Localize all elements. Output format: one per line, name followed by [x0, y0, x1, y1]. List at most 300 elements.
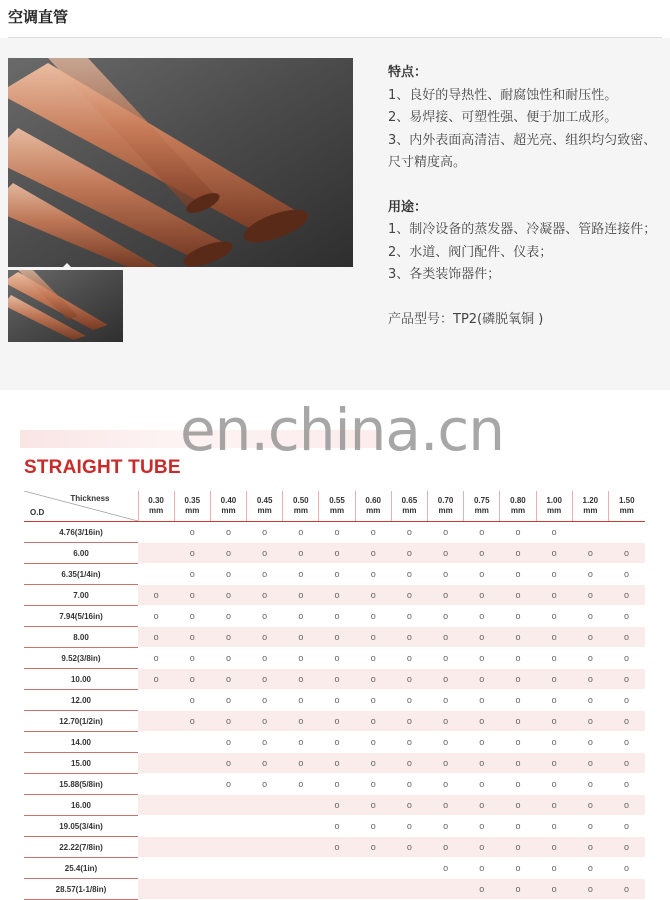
thickness-unit: mm — [438, 506, 453, 515]
availability-cell: o — [428, 837, 464, 858]
availability-cell: o — [319, 816, 355, 837]
availability-cell: o — [283, 753, 319, 774]
od-label: O.D — [30, 508, 45, 517]
availability-cell: o — [391, 627, 427, 648]
availability-cell: o — [319, 648, 355, 669]
availability-cell — [138, 837, 174, 858]
availability-cell — [247, 837, 283, 858]
availability-cell: o — [428, 543, 464, 564]
availability-cell: o — [174, 627, 210, 648]
availability-cell — [174, 753, 210, 774]
availability-cell — [138, 564, 174, 585]
od-cell: 28.57(1-1/8in) — [24, 879, 138, 900]
availability-cell: o — [391, 648, 427, 669]
availability-cell — [138, 753, 174, 774]
table-row — [24, 564, 645, 585]
availability-cell: o — [210, 774, 246, 795]
thickness-value: 0.60 — [365, 496, 381, 505]
availability-cell — [138, 732, 174, 753]
availability-cell: o — [247, 669, 283, 690]
availability-cell: o — [247, 543, 283, 564]
availability-cell — [174, 837, 210, 858]
availability-cell: o — [500, 753, 536, 774]
availability-cell: o — [464, 522, 500, 543]
availability-cell: o — [138, 606, 174, 627]
availability-cell: o — [355, 627, 391, 648]
availability-cell: o — [464, 837, 500, 858]
availability-cell: o — [210, 606, 246, 627]
thickness-value: 0.70 — [437, 496, 454, 505]
thickness-unit: mm — [402, 506, 417, 515]
availability-cell: o — [283, 627, 319, 648]
availability-cell — [174, 732, 210, 753]
thickness-value: 0.30 — [148, 496, 164, 505]
thickness-header — [464, 491, 500, 522]
availability-cell: o — [210, 669, 246, 690]
availability-cell: o — [174, 606, 210, 627]
availability-cell: o — [391, 816, 427, 837]
availability-cell: o — [138, 648, 174, 669]
availability-cell: o — [138, 627, 174, 648]
table-row — [24, 774, 645, 795]
od-cell: 14.00 — [24, 732, 138, 753]
availability-cell: o — [572, 837, 608, 858]
availability-cell — [283, 795, 319, 816]
availability-cell — [428, 879, 464, 900]
availability-cell: o — [355, 837, 391, 858]
availability-cell — [391, 858, 427, 879]
availability-cell: o — [464, 543, 500, 564]
availability-cell: o — [174, 648, 210, 669]
availability-cell: o — [319, 690, 355, 711]
thickness-unit: mm — [474, 506, 489, 515]
od-cell: 10.00 — [24, 669, 138, 690]
thickness-value: 0.80 — [510, 496, 526, 505]
feature-item: 3、内外表面高清洁、超光亮、组织均匀致密、尺寸精度高。 — [388, 132, 657, 170]
od-cell: 12.00 — [24, 690, 138, 711]
thickness-unit: mm — [510, 506, 526, 515]
availability-cell: o — [319, 669, 355, 690]
thickness-value: 0.65 — [401, 496, 418, 505]
availability-cell: o — [608, 837, 644, 858]
availability-cell: o — [536, 711, 572, 732]
availability-cell: o — [500, 564, 536, 585]
od-cell: 12.70(1/2in) — [24, 711, 138, 732]
availability-cell: o — [174, 543, 210, 564]
availability-cell: o — [391, 753, 427, 774]
od-cell: 4.76(3/16in) — [24, 522, 138, 543]
thickness-header — [500, 491, 536, 522]
availability-cell — [391, 879, 427, 900]
availability-cell: o — [283, 543, 319, 564]
availability-cell: o — [608, 606, 644, 627]
availability-cell: o — [355, 795, 391, 816]
thickness-unit: mm — [293, 506, 308, 515]
availability-cell: o — [428, 564, 464, 585]
availability-cell — [319, 858, 355, 879]
availability-cell — [210, 879, 246, 900]
availability-cell: o — [500, 732, 536, 753]
availability-cell: o — [319, 606, 355, 627]
availability-cell: o — [355, 774, 391, 795]
od-cell: 7.00 — [24, 585, 138, 606]
availability-cell: o — [247, 732, 283, 753]
availability-cell: o — [464, 606, 500, 627]
table-row — [24, 669, 645, 690]
product-description — [388, 62, 658, 331]
thickness-header — [536, 491, 572, 522]
thumbnail-image[interactable] — [8, 270, 123, 342]
availability-cell: o — [536, 858, 572, 879]
availability-cell — [174, 795, 210, 816]
availability-cell: o — [464, 858, 500, 879]
availability-cell: o — [572, 543, 608, 564]
availability-cell: o — [536, 543, 572, 564]
thickness-unit: mm — [257, 506, 272, 515]
availability-cell: o — [500, 774, 536, 795]
availability-cell: o — [428, 711, 464, 732]
availability-cell: o — [210, 585, 246, 606]
availability-cell: o — [283, 585, 319, 606]
availability-cell: o — [536, 585, 572, 606]
thickness-header — [572, 491, 608, 522]
availability-cell — [138, 795, 174, 816]
availability-cell — [174, 816, 210, 837]
availability-cell: o — [500, 669, 536, 690]
thickness-unit: mm — [583, 506, 598, 515]
availability-cell: o — [500, 795, 536, 816]
use-item: 3、各类装饰器件； — [388, 267, 501, 282]
availability-cell: o — [608, 858, 644, 879]
use-item: 2、水道、阀门配件、仪表； — [388, 244, 553, 260]
availability-cell: o — [572, 585, 608, 606]
thickness-value: 1.20 — [582, 496, 599, 505]
availability-cell — [138, 522, 174, 543]
table-row — [24, 522, 645, 543]
availability-cell: o — [428, 858, 464, 879]
availability-cell: o — [572, 564, 608, 585]
availability-cell: o — [247, 564, 283, 585]
availability-cell: o — [428, 627, 464, 648]
availability-cell: o — [391, 543, 427, 564]
thickness-value: 0.75 — [473, 496, 490, 505]
table-row — [24, 732, 645, 753]
availability-cell: o — [428, 669, 464, 690]
table-row — [24, 627, 645, 648]
availability-cell: o — [391, 774, 427, 795]
availability-cell: o — [536, 606, 572, 627]
availability-cell: o — [536, 879, 572, 900]
availability-cell: o — [319, 627, 355, 648]
availability-cell: o — [428, 774, 464, 795]
product-panel — [0, 38, 670, 390]
availability-cell: o — [464, 732, 500, 753]
table-row — [24, 858, 645, 879]
availability-cell: o — [391, 837, 427, 858]
availability-cell: o — [608, 564, 644, 585]
availability-cell: o — [355, 648, 391, 669]
availability-cell: o — [247, 627, 283, 648]
availability-cell — [572, 522, 608, 543]
availability-cell: o — [391, 564, 427, 585]
availability-cell — [138, 816, 174, 837]
availability-cell: o — [572, 711, 608, 732]
spec-section — [0, 396, 670, 894]
availability-cell: o — [247, 753, 283, 774]
od-cell: 22.22(7/8in) — [24, 837, 138, 858]
availability-cell: o — [500, 585, 536, 606]
thickness-header — [355, 491, 391, 522]
availability-cell: o — [572, 816, 608, 837]
availability-cell: o — [174, 669, 210, 690]
availability-cell — [283, 879, 319, 900]
use-item: 1、制冷设备的蒸发器、冷凝器、管路连接件； — [388, 222, 657, 237]
availability-cell: o — [464, 690, 500, 711]
availability-cell: o — [428, 522, 464, 543]
thickness-value: 0.50 — [293, 496, 309, 505]
availability-cell: o — [536, 837, 572, 858]
availability-cell: o — [536, 669, 572, 690]
availability-cell: o — [608, 690, 644, 711]
table-row — [24, 543, 645, 564]
availability-cell: o — [536, 564, 572, 585]
availability-cell: o — [283, 690, 319, 711]
availability-cell: o — [464, 753, 500, 774]
availability-cell: o — [572, 774, 608, 795]
availability-cell: o — [138, 585, 174, 606]
thickness-value: 1.00 — [546, 496, 562, 505]
availability-cell: o — [428, 753, 464, 774]
availability-cell: o — [319, 543, 355, 564]
thickness-header — [319, 491, 355, 522]
availability-cell: o — [283, 774, 319, 795]
availability-cell: o — [500, 858, 536, 879]
availability-cell: o — [319, 522, 355, 543]
availability-cell — [210, 795, 246, 816]
availability-cell: o — [608, 879, 644, 900]
availability-cell: o — [572, 690, 608, 711]
availability-cell: o — [174, 711, 210, 732]
table-row — [24, 648, 645, 669]
availability-cell: o — [210, 648, 246, 669]
availability-cell: o — [608, 732, 644, 753]
availability-cell: o — [355, 732, 391, 753]
availability-cell — [138, 774, 174, 795]
availability-cell — [283, 837, 319, 858]
availability-cell: o — [391, 732, 427, 753]
availability-cell: o — [608, 543, 644, 564]
availability-cell: o — [355, 543, 391, 564]
thickness-header — [428, 491, 464, 522]
availability-cell: o — [464, 564, 500, 585]
availability-cell: o — [391, 606, 427, 627]
table-row — [24, 585, 645, 606]
thickness-header — [247, 491, 283, 522]
availability-cell: o — [355, 690, 391, 711]
main-product-image[interactable] — [8, 58, 353, 267]
availability-cell: o — [500, 543, 536, 564]
page-title: 空调直管 — [8, 8, 69, 26]
availability-cell: o — [355, 711, 391, 732]
availability-cell: o — [283, 606, 319, 627]
availability-cell: o — [464, 795, 500, 816]
availability-cell: o — [572, 606, 608, 627]
availability-cell: o — [319, 795, 355, 816]
availability-cell — [138, 690, 174, 711]
availability-cell: o — [247, 606, 283, 627]
availability-cell: o — [500, 879, 536, 900]
availability-cell: o — [210, 522, 246, 543]
availability-cell — [608, 522, 644, 543]
availability-cell — [210, 816, 246, 837]
availability-cell — [319, 879, 355, 900]
availability-cell: o — [247, 522, 283, 543]
thickness-unit: mm — [329, 506, 345, 515]
availability-cell: o — [283, 648, 319, 669]
feature-item: 2、易焊接、可塑性强、便于加工成形。 — [388, 110, 618, 125]
od-cell: 7.94(5/16in) — [24, 606, 138, 627]
availability-cell: o — [247, 648, 283, 669]
od-cell: 19.05(3/4in) — [24, 816, 138, 837]
watermark: en.china.cn — [180, 396, 505, 464]
availability-cell: o — [283, 564, 319, 585]
availability-cell: o — [247, 585, 283, 606]
availability-cell: o — [536, 627, 572, 648]
thumbnail-pointer — [60, 263, 74, 270]
availability-cell: o — [608, 627, 644, 648]
availability-cell: o — [355, 585, 391, 606]
od-cell: 15.00 — [24, 753, 138, 774]
table-row — [24, 711, 645, 732]
availability-cell: o — [319, 774, 355, 795]
availability-cell: o — [536, 774, 572, 795]
availability-cell: o — [391, 795, 427, 816]
availability-cell: o — [355, 753, 391, 774]
od-cell: 16.00 — [24, 795, 138, 816]
thickness-label: Thickness — [70, 494, 110, 503]
thickness-header — [138, 491, 174, 522]
thickness-unit: mm — [221, 506, 236, 515]
product-model: 产品型号：TP2(磷脱氧铜 ) — [388, 311, 544, 327]
thickness-header — [174, 491, 210, 522]
availability-cell: o — [283, 669, 319, 690]
header-corner — [24, 491, 138, 522]
availability-cell: o — [355, 522, 391, 543]
availability-cell: o — [319, 711, 355, 732]
thickness-header — [210, 491, 246, 522]
thickness-value: 0.45 — [256, 496, 273, 505]
availability-cell: o — [608, 816, 644, 837]
availability-cell: o — [283, 522, 319, 543]
thickness-header — [391, 491, 427, 522]
table-row — [24, 879, 645, 900]
availability-cell: o — [174, 690, 210, 711]
od-cell: 9.52(3/8in) — [24, 648, 138, 669]
availability-cell — [138, 543, 174, 564]
availability-cell — [138, 858, 174, 879]
availability-cell: o — [174, 585, 210, 606]
availability-cell — [283, 858, 319, 879]
availability-cell: o — [500, 690, 536, 711]
availability-cell: o — [536, 795, 572, 816]
availability-cell — [355, 858, 391, 879]
availability-cell: o — [391, 669, 427, 690]
availability-cell: o — [464, 711, 500, 732]
availability-cell: o — [500, 627, 536, 648]
availability-cell: o — [500, 606, 536, 627]
availability-cell: o — [608, 711, 644, 732]
availability-cell: o — [428, 795, 464, 816]
thickness-value: 0.40 — [220, 496, 237, 505]
availability-cell: o — [464, 669, 500, 690]
availability-cell: o — [536, 522, 572, 543]
availability-cell: o — [500, 816, 536, 837]
availability-cell — [174, 858, 210, 879]
availability-cell: o — [283, 711, 319, 732]
availability-cell: o — [283, 732, 319, 753]
availability-cell: o — [428, 816, 464, 837]
availability-cell — [138, 711, 174, 732]
availability-cell: o — [355, 669, 391, 690]
availability-cell: o — [210, 753, 246, 774]
availability-cell: o — [536, 648, 572, 669]
availability-cell: o — [428, 606, 464, 627]
thickness-header — [608, 491, 644, 522]
availability-cell: o — [138, 669, 174, 690]
availability-cell — [247, 795, 283, 816]
availability-cell: o — [319, 585, 355, 606]
thickness-unit: mm — [366, 506, 381, 515]
availability-cell: o — [572, 795, 608, 816]
availability-cell — [247, 858, 283, 879]
availability-cell: o — [464, 585, 500, 606]
availability-cell: o — [536, 753, 572, 774]
availability-cell: o — [247, 711, 283, 732]
thickness-unit: mm — [619, 506, 634, 515]
availability-cell: o — [319, 564, 355, 585]
spec-title: STRAIGHT TUBE — [24, 457, 181, 478]
availability-cell: o — [500, 711, 536, 732]
availability-cell: o — [608, 669, 644, 690]
availability-cell: o — [355, 564, 391, 585]
availability-cell: o — [428, 732, 464, 753]
thickness-value: 0.35 — [184, 496, 201, 505]
availability-cell: o — [536, 732, 572, 753]
availability-cell: o — [355, 606, 391, 627]
availability-cell — [174, 879, 210, 900]
availability-cell — [247, 816, 283, 837]
availability-cell: o — [500, 522, 536, 543]
availability-cell: o — [210, 543, 246, 564]
availability-cell: o — [428, 648, 464, 669]
availability-cell: o — [464, 879, 500, 900]
availability-cell: o — [247, 690, 283, 711]
availability-cell: o — [210, 564, 246, 585]
thickness-header — [283, 491, 319, 522]
table-row — [24, 816, 645, 837]
table-row — [24, 837, 645, 858]
table-row — [24, 606, 645, 627]
table-row — [24, 795, 645, 816]
availability-cell: o — [174, 564, 210, 585]
availability-cell: o — [572, 669, 608, 690]
table-row — [24, 690, 645, 711]
availability-cell: o — [608, 585, 644, 606]
availability-cell: o — [536, 690, 572, 711]
availability-cell: o — [464, 648, 500, 669]
od-cell: 6.35(1/4in) — [24, 564, 138, 585]
od-cell: 6.00 — [24, 543, 138, 564]
